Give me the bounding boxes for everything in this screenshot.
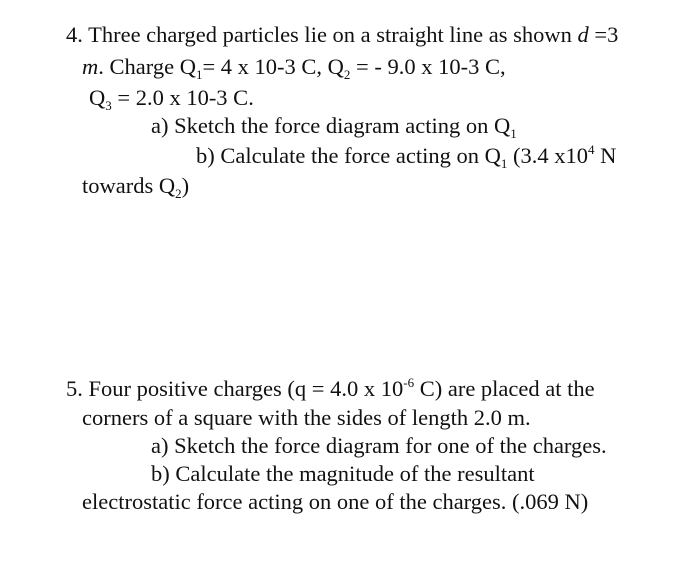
problem-5-intro-end: C) are placed at the bbox=[414, 376, 595, 401]
problem-5-part-b-continued: electrostatic force acting on one of the charges. (.069 N) bbox=[82, 489, 589, 514]
part-b-unit: N bbox=[594, 143, 617, 168]
direction-text: towards Q bbox=[82, 173, 176, 198]
charge-exponent: -6 bbox=[403, 375, 415, 390]
variable-d: d bbox=[577, 22, 589, 47]
charge-q3-label: Q bbox=[89, 85, 106, 110]
problem-4-part-b bbox=[196, 143, 616, 169]
distance-value: =3 bbox=[588, 22, 619, 47]
part-a-subscript: 1 bbox=[510, 126, 517, 141]
part-b-answer: (3.4 x10 bbox=[507, 143, 588, 168]
problem-4-part-b-continued bbox=[82, 173, 189, 199]
problem-4-intro: 4. Three charged particles lie on a straight line as shown bbox=[66, 22, 578, 47]
problem-5-part-b: b) Calculate the magnitude of the resultant bbox=[151, 461, 535, 486]
part-a-text: a) Sketch the force diagram acting on Q bbox=[151, 113, 511, 138]
q1-subscript: 1 bbox=[195, 67, 203, 82]
problem-5-line-2: corners of a square with the sides of length 2.0 m. bbox=[82, 405, 531, 430]
problem-5-part-a: a) Sketch the force diagram for one of the charges. bbox=[151, 433, 607, 458]
problem-4-line-1 bbox=[66, 22, 618, 48]
charge-q1-value: = 4 x 10-3 C, Q bbox=[202, 54, 344, 79]
part-b-exponent: 4 bbox=[588, 142, 595, 157]
problem-4-line-3 bbox=[89, 85, 254, 111]
unit-m: m bbox=[82, 54, 99, 79]
problem-4-line-2 bbox=[82, 54, 506, 80]
part-b-text: b) Calculate the force acting on Q bbox=[196, 143, 501, 168]
charge-q3-value: = 2.0 x 10-3 C. bbox=[111, 85, 254, 110]
charge-q2-value: = - 9.0 x 10-3 C, bbox=[350, 54, 506, 79]
part-b-subscript: 1 bbox=[500, 156, 508, 171]
closing-paren: ) bbox=[181, 173, 190, 198]
problem-5-intro: 5. Four positive charges (q = 4.0 x 10 bbox=[66, 376, 404, 401]
q2-subscript: 2 bbox=[343, 67, 351, 82]
charge-q1-label: . Charge Q bbox=[98, 54, 196, 79]
problem-4-part-a bbox=[151, 113, 517, 139]
q3-subscript: 3 bbox=[105, 98, 112, 113]
problem-5-line-1 bbox=[66, 376, 595, 402]
direction-subscript: 2 bbox=[175, 186, 182, 201]
